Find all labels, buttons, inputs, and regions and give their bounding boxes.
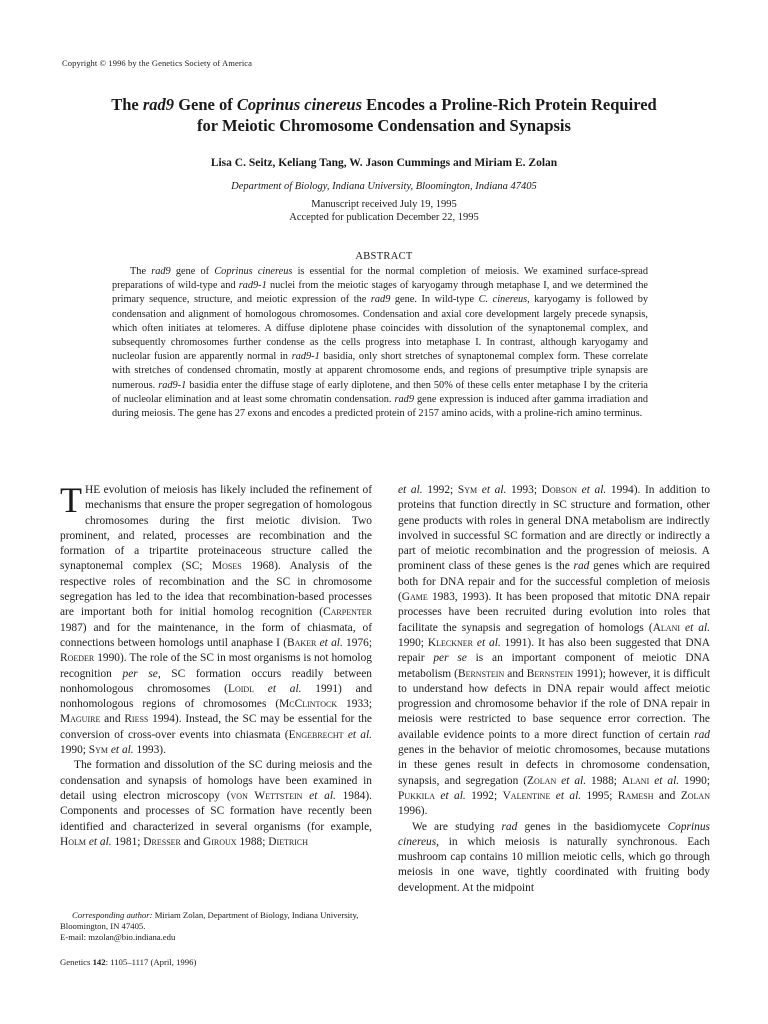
- journal-volume: 142: [92, 957, 106, 967]
- title-organism: Coprinus cinereus: [236, 95, 363, 114]
- intro-paragraph-3: et al. 1992; Sym et al. 1993; Dobson et al. 1994). In addition to proteins that function directly in SC structure and formation, other gene products with roles in general DNA metabolism are indirectly involved in successful SC formation and are directly or indirectly a part of meiotic recombination and the progression of meiosis. A prominent class of these genes is the rad genes which are required both for DNA repair and for the successful completion of meiosis (Game 1983, 1993). It has been proposed that mitotic DNA repair processes have been recruited during evolution into roles that facilitate the synapsis and segregation of homologs (Alani et al. 1990; Kleckner et al. 1991). It has also been suggested that DNA repair per se is an important component of meiotic DNA metabolism (Bernstein and Bernstein 1991); however, it is difficult to understand how defects in DNA repair would affect meiotic progression and chromosome behavior if the role of DNA repair in meiosis were restricted to base sequence error correction. The available evidence points to a more direct function of certain rad genes in the behavior of meiotic chromosomes, because mutations in these genes result in defects in chromosome condensation, synapsis, and segregation (Zolan et al. 1988; Alani et al. 1990; Pukkila et al. 1992; Valentine et al. 1995; Ramesh and Zolan 1996).: [398, 484, 711, 818]
- abstract-text: The rad9 gene of Coprinus cinereus is essential for the normal completion of meiosis. We examined surface-spread preparations of wild-type and rad9-1 nuclei from the meiotic stages of karyogamy through metaphase I, and we determined the primary sequence, structure, and meiotic expression of the rad9 gene. In wild-type C. cinereus, karyogamy is followed by condensation and alignment of homologous chromosomes. Condensation and axial core development largely precede synapsis, which often initiates at telomeres. A diffuse diplotene phase coincides with dissolution of the synaptonemal complex, and subsequently chromosomes further condense as the cells progress into metaphase I. In contrast, although karyogamy and nucleolar fusion are apparently normal in rad9-1 basidia, only short stretches of synaptonemal complex form. These correlate with stretches of condensed chromatin, mostly at apparent chromosome ends, and regions of presumptive triple synapsis are numerous. rad9-1 basidia enter the diffuse stage of early diplotene, and then 50% of these cells enter metaphase I by the criteria of nucleolar elimination and at least some chromatin condensation. rad9 gene expression is induced after gamma irradiation and during meiosis. The gene has 27 exons and encodes a predicted protein of 2157 amino acids, with a proline-rich amino terminus.: [112, 266, 649, 420]
- title-part-3: Encodes a Proline-Rich Protein Required: [362, 95, 657, 114]
- received-date: Manuscript received July 19, 1995: [311, 199, 457, 210]
- journal-citation: [60, 957, 196, 967]
- footnote-label: Corresponding author:: [72, 910, 153, 920]
- abstract-heading: ABSTRACT: [355, 251, 413, 262]
- title-part-2: Gene of: [174, 95, 237, 114]
- manuscript-dates: [40, 199, 728, 224]
- body-column-right: [398, 483, 710, 896]
- author-list: Lisa C. Seitz, Keliang Tang, W. Jason Cummings and Miriam E. Zolan: [210, 157, 558, 169]
- journal-pages: : 1105–1117 (April, 1996): [105, 957, 197, 967]
- affiliation: Department of Biology, Indiana University, Bloomington, Indiana 47405: [231, 181, 537, 192]
- footnote-text: Miriam Zolan, Department of Biology, Indiana University, Bloomington, IN 47405.: [60, 910, 359, 931]
- accepted-date: Accepted for publication December 22, 1995: [289, 211, 479, 223]
- article-title: [40, 94, 728, 136]
- corresponding-author-footnote: [60, 910, 372, 943]
- intro-paragraph-4: We are studying rad genes in the basidiomycete Coprinus cinereus, in which meiosis is naturally synchronous. Each mushroom cap contains 10 million meiotic cells, which go through meiosis in one wave, tightly coordinated with fruiting body development. At the midpoint: [398, 820, 710, 894]
- journal-name: Genetics: [60, 957, 93, 967]
- body-column-left: [60, 480, 373, 850]
- intro-paragraph-2: The formation and dissolution of the SC during meiosis and the condensation and synapsis of homologs have been examined in detail using electron microscopy (von Wettstein et al. 1984). Components and processes of SC formation have recently been identified and characterized in several organisms (for example, Holm et al. 1981; Dresser and Giroux 1988; Dietrich: [60, 759, 372, 848]
- title-line-2: for Meiotic Chromosome Condensation and Synapsis: [197, 116, 571, 135]
- title-gene: rad9: [142, 95, 175, 114]
- intro-paragraph-1: [60, 480, 373, 758]
- copyright-line: Copyright © 1996 by the Genetics Society of America: [62, 58, 253, 68]
- footnote-email: E-mail: mzolan@bio.indiana.edu: [60, 932, 176, 942]
- title-part-1: The: [111, 95, 143, 114]
- intro-paragraph-1-text: HE evolution of meiosis has likely included the refinement of mechanisms that ensure the proper segregation of homologous chromosomes during the first meiotic division. Two prominent, and related, processes are recombination and the formation of a tripartite proteinaceous structure called the synaptonemal complex (SC; Moses 1968). Analysis of the respective roles of recombination and the SC in chromosome segregation has led to the idea that recombination-based processes are important both for initial homolog recognition (Carpenter 1987) and for the maintenance, in the form of chiasmata, of connections between homologs until anaphase I (Baker et al. 1976; Roeder 1990). The role of the SC in most organisms is not homolog recognition per se, SC formation occurs readily between nonhomologous chromosomes (Loidl et al. 1991) and nonhomologous regions of chromosomes (McClintock 1933; Maguire and Riess 1994). Instead, the SC may be essential for the conversion of cross-over events into chiasmata (Engebrecht et al. 1990; Sym et al. 1993).: [60, 484, 373, 757]
- footnote-author: [60, 910, 372, 932]
- drop-cap: T: [60, 480, 82, 520]
